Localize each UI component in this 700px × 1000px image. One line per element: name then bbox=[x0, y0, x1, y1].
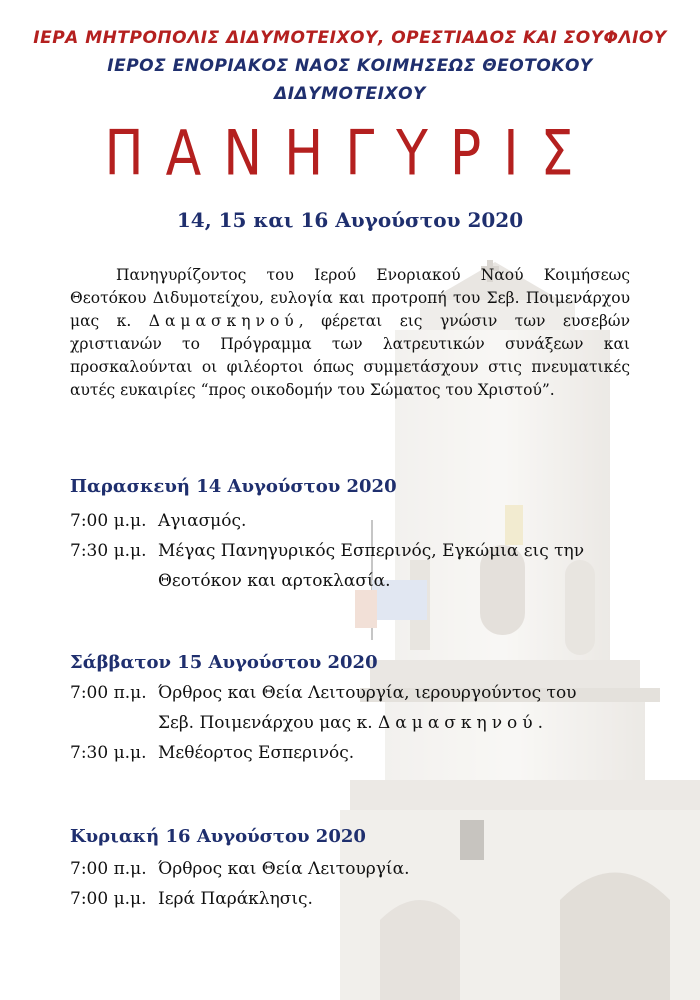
schedule-entry bbox=[70, 854, 650, 884]
day-title-saturday: Σάββατον 15 Αυγούστου 2020 bbox=[70, 652, 378, 673]
intro-text-after: , φέρεται εις γνώσιν των ευσεβών χριστιανών το Πρόγραμμα των λατρευτικών συνάξεων και προσκαλούνται οι φιλέορτοι όπως συμμετάσχουν στις πνευματικές αυτές ευκαιρίες “προς οικοδομήν του Σώματος του Χριστού”. bbox=[70, 312, 630, 399]
schedule-entry bbox=[70, 536, 650, 596]
entry-text: Όρθρος και Θεία Λειτουργία. bbox=[158, 859, 410, 879]
entry-time: 7:00 π.μ. bbox=[70, 683, 147, 703]
entry-time: 7:00 π.μ. bbox=[70, 859, 147, 879]
entry-time: 7:30 μ.μ. bbox=[70, 541, 147, 561]
town-heading: ΔΙΔΥΜΟΤΕΙΧΟΥ bbox=[274, 84, 426, 104]
entry-time: 7:00 μ.μ. bbox=[70, 889, 147, 909]
entry-text-continued bbox=[70, 708, 650, 738]
parish-heading: ΙΕΡΟΣ ΕΝΟΡΙΑΚΟΣ ΝΑΟΣ ΚΟΙΜΗΣΕΩΣ ΘΕΟΤΟΚΟΥ bbox=[107, 56, 593, 76]
schedule-entry bbox=[70, 506, 650, 536]
festival-dates: 14, 15 και 16 Αυγούστου 2020 bbox=[176, 208, 524, 232]
entry-time: 7:30 μ.μ. bbox=[70, 743, 147, 763]
schedule-entry bbox=[70, 884, 650, 914]
metropolis-heading: ΙΕΡΑ ΜΗΤΡΟΠΟΛΙΣ ΔΙΔΥΜΟΤΕΙΧΟΥ, ΟΡΕΣΤΙΑΔΟΣ ΚΑΙ ΣΟΥΦΛΙΟΥ bbox=[33, 28, 667, 48]
schedule-entry bbox=[70, 678, 650, 738]
page-title: ΠΑΝΗΓΥΡΙΣ bbox=[104, 118, 596, 190]
schedule-entry bbox=[70, 738, 650, 768]
entry-text: Αγιασμός. bbox=[158, 511, 247, 531]
entry-text: Όρθρος και Θεία Λειτουργία, ιερουργούντος του bbox=[158, 683, 577, 703]
entry-text-part: . bbox=[537, 713, 544, 733]
entry-text: Ιερά Παράκλησις. bbox=[158, 889, 313, 909]
day-title-sunday: Κυριακή 16 Αυγούστου 2020 bbox=[70, 826, 366, 847]
intro-bishop-name: Δαμασκηνού bbox=[148, 312, 299, 330]
entry-time: 7:00 μ.μ. bbox=[70, 511, 147, 531]
entry-text-continued: Θεοτόκον και αρτοκλασία. bbox=[158, 571, 391, 591]
day-title-friday: Παρασκευή 14 Αυγούστου 2020 bbox=[70, 476, 397, 497]
bishop-name: Δαμασκηνού bbox=[378, 713, 538, 733]
intro-text-before: Πανηγυρίζοντος του Ιερού Ενοριακού Ναού Κοιμήσεως Θεοτόκου Διδυμοτείχου, ευλογία και προτροπή του Σεβ. Ποιμενάρχου μας κ. bbox=[70, 266, 630, 330]
entry-text: Μεθέορτος Εσπερινός. bbox=[158, 743, 355, 763]
entry-text-part: Σεβ. Ποιμενάρχου μας κ. bbox=[158, 713, 379, 733]
entry-text: Μέγας Πανηγυρικός Εσπερινός, Εγκώμια εις την bbox=[158, 541, 585, 561]
intro-paragraph bbox=[70, 264, 630, 402]
